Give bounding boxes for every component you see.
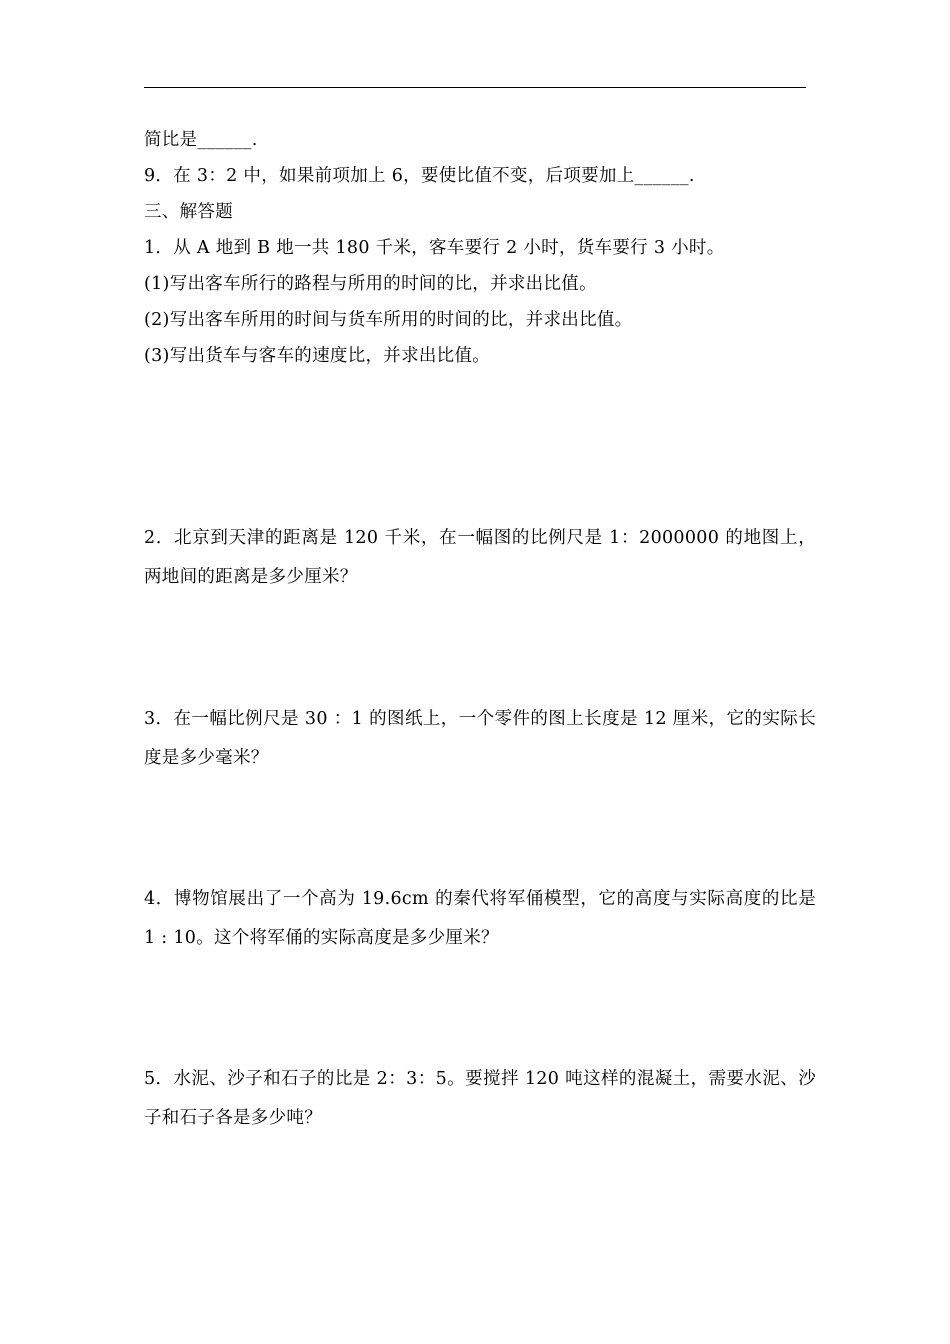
problem-1-part-2: (2)写出客车所用的时间与货车所用的时间的比，并求出比值。: [144, 310, 633, 330]
question-9: 9．在 3：2 中，如果前项加上 6，要使比值不变，后项要加上______.: [144, 166, 695, 186]
problem-1-part-3: (3)写出货车与客车的速度比，并求出比值。: [144, 346, 491, 366]
problem-1-part-1: (1)写出客车所行的路程与所用的时间的比，并求出比值。: [144, 274, 597, 294]
problem-3: 3．在一幅比例尺是 30 ：1 的图纸上，一个零件的图上长度是 12 厘米，它的实际长度是多少毫米？: [144, 709, 816, 768]
problem-1: 1．从 A 地到 B 地一共 180 千米，客车要行 2 小时，货车要行 3 小时。: [144, 238, 725, 258]
section-title: 三、解答题: [144, 202, 233, 222]
problem-5: 5．水泥、沙子和石子的比是 2：3：5。要搅拌 120 吨这样的混凝土，需要水泥、沙子和石子各是多少吨？: [144, 1069, 816, 1128]
previous-question-tail: 简比是______.: [144, 130, 258, 150]
problem-4: 4．博物馆展出了一个高为 19.6cm 的秦代将军俑模型，它的高度与实际高度的比是 1 : 10。这个将军俑的实际高度是多少厘米？: [144, 889, 816, 948]
problem-2: 2．北京到天津的距离是 120 千米，在一幅图的比例尺是 1：2000000 的地图上，两地间的距离是多少厘米？: [144, 528, 816, 587]
header-rule: [144, 87, 806, 88]
